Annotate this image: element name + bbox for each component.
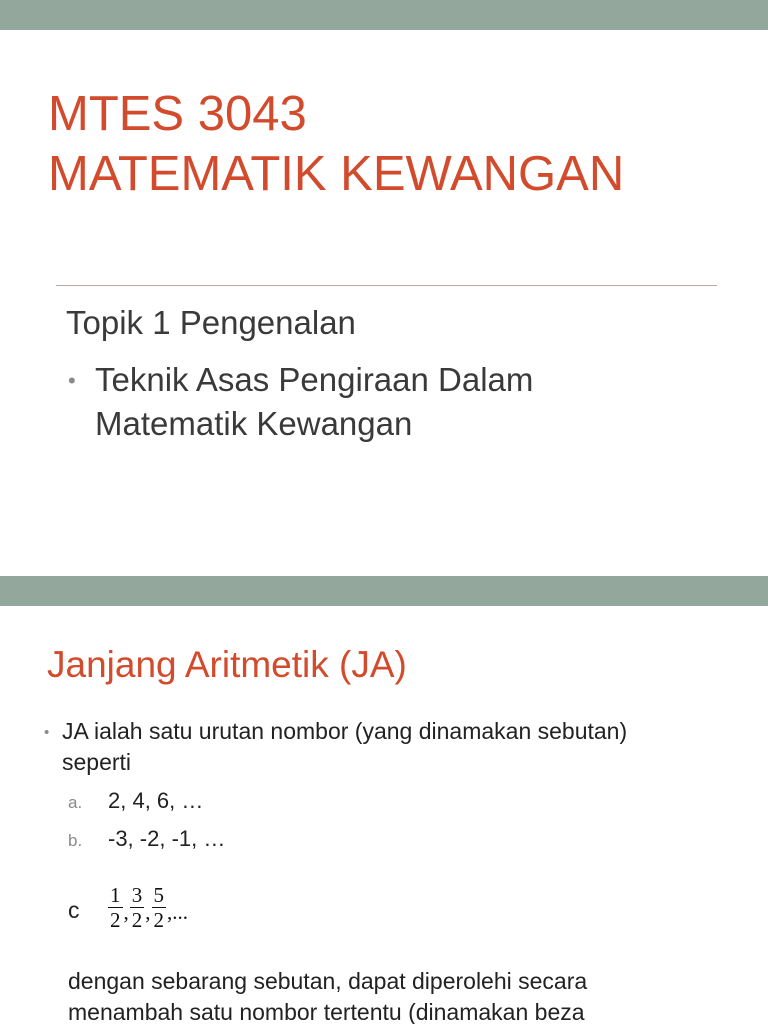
bullet-icon: • bbox=[44, 724, 50, 741]
fraction-numerator: 3 bbox=[131, 883, 143, 907]
explanation-line1: dengan sebarang sebutan, dapat diperolehi secara bbox=[68, 968, 588, 994]
bullet-icon: • bbox=[68, 368, 76, 393]
definition-bullet bbox=[62, 716, 627, 778]
list-item-text: -3, -2, -1, … bbox=[108, 826, 226, 851]
list-marker: a. bbox=[68, 793, 83, 812]
topic-bullet bbox=[95, 358, 533, 446]
slide1-title bbox=[48, 84, 624, 204]
fraction bbox=[152, 883, 167, 932]
slide1-top-bar bbox=[0, 0, 768, 30]
fraction-denominator: 2 bbox=[110, 908, 121, 932]
fraction-sequence bbox=[108, 883, 189, 932]
definition-line1: JA ialah satu urutan nombor (yang dinamakan sebutan) bbox=[62, 718, 628, 744]
fraction-denominator: 2 bbox=[131, 908, 143, 932]
fraction-numerator: 1 bbox=[110, 883, 121, 907]
course-code: MTES 3043 bbox=[48, 87, 307, 141]
slide2-title: Janjang Aritmetik (JA) bbox=[47, 644, 407, 685]
topic-heading: Topik 1 Pengenalan bbox=[66, 304, 356, 341]
list-item-text: 2, 4, 6, … bbox=[108, 788, 204, 813]
fraction bbox=[130, 883, 145, 932]
list-item bbox=[68, 824, 225, 856]
course-name: MATEMATIK KEWANGAN bbox=[48, 147, 625, 201]
list-marker: b. bbox=[68, 831, 83, 850]
definition-line2: seperti bbox=[62, 749, 132, 775]
fraction-separator: , bbox=[145, 900, 151, 924]
slide2-top-bar bbox=[0, 576, 768, 606]
list-marker-c: c bbox=[68, 897, 80, 923]
list-item bbox=[68, 786, 203, 818]
explanation-line2: menambah satu nombor tertentu (dinamakan beza bbox=[68, 999, 585, 1024]
topic-bullet-line1: Teknik Asas Pengiraan Dalam bbox=[95, 361, 534, 398]
fraction-ellipsis: ,... bbox=[167, 900, 188, 924]
explanation-text bbox=[68, 966, 587, 1024]
fraction-numerator: 5 bbox=[153, 883, 164, 907]
title-divider bbox=[56, 285, 717, 286]
topic-bullet-line2: Matematik Kewangan bbox=[95, 405, 413, 442]
fraction-denominator: 2 bbox=[153, 908, 164, 932]
fraction bbox=[108, 883, 123, 932]
fraction-separator: , bbox=[123, 900, 129, 924]
